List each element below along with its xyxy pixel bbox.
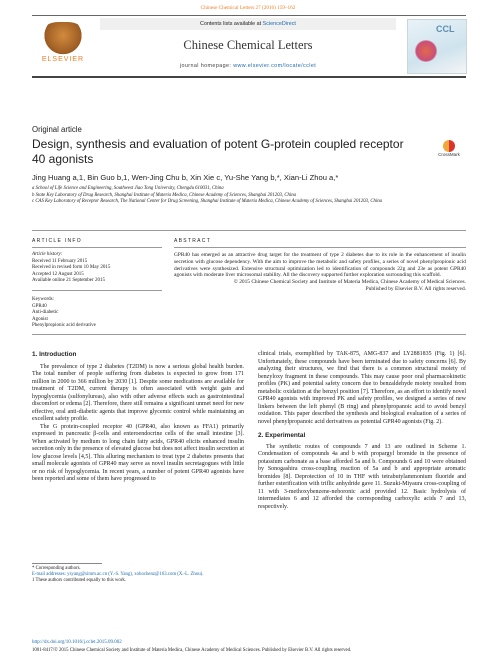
contents-prefix: Contents lists available at [200, 21, 263, 27]
author-list: Jing Huang a,1, Bin Guo b,1, Wen-Jing Chu b, Xin Xie c, Yu-She Yang b,*, Xian-Li Zhou a,* [32, 173, 339, 182]
homepage-prefix: journal homepage: [179, 63, 234, 69]
journal-citation[interactable]: Chinese Chemical Letters 27 (2016) 159–162 [200, 5, 296, 11]
history-received: Received 11 February 2015 [32, 258, 88, 264]
abstract-rule [174, 247, 466, 248]
cover-graphic [414, 40, 438, 62]
section-heading-experimental: 2. Experimental [258, 432, 306, 439]
affiliation-a: a School of Life Science and Engineering, Southwest Jiao Tong University, Chengdu 610031, China [32, 186, 224, 191]
keywords-rule [32, 290, 162, 291]
affiliations [32, 186, 472, 206]
info-rule [32, 247, 162, 248]
journal-cover-thumbnail[interactable] [407, 19, 467, 74]
section-rule [32, 334, 466, 335]
header-rule-top [32, 15, 466, 16]
article-title: Design, synthesis and evaluation of potent G-protein coupled receptor 40 agonists [32, 137, 404, 166]
history-revised: Received in revised form 10 May 2015 [32, 265, 111, 270]
body-column-left [32, 351, 244, 484]
affiliation-c: c CAS Key Laboratory of Receptor Research, The National Center for Drug Screening, Shanghai Institute of Materia Medica, Chinese Academy of Sciences, Shanghai 201203, China [32, 199, 383, 204]
footnote-rule [32, 563, 102, 564]
keyword: Agonist [32, 316, 48, 322]
elsevier-logo[interactable] [34, 22, 92, 68]
keyword: GPR40 [32, 303, 47, 309]
paragraph: The prevalence of type 2 diabetes (T2DM) is now a serious global health burden. The total number of people suffering from diabetes is expected to grow from 171 million in 2000 to 366 million by 2030 [1]. Despite some medications are available for treatment of T2DM, current therapy is often associated with weight gain and hypoglycemia (sulfonylureas), also with other adverse effects such as gastrointestinal discomfort or edema [2]. Therefore, there still remains a significant unmet need for new effective, oral anti-diabetic agents that improve glycemic control while maintaining an excellent safety profile. [32, 363, 244, 422]
crossmark-label: CrossMark [438, 152, 460, 157]
history-label: Article history: [32, 252, 63, 257]
footnote-corresponding: * Corresponding authors. [32, 566, 81, 571]
header-rule-bottom [32, 76, 466, 78]
section-rule [32, 230, 466, 231]
body-column-right [258, 351, 466, 511]
elsevier-tree-icon [40, 22, 86, 56]
abstract-text: GPR40 has emerged as an attractive drug target for the treatment of type 2 diabetes due to its role in the enhancement of insulin secretion with glucose dependency. With the aim to improve the metabolic and safety profiles, a series of novel phenylpropionic acid derivatives were synthesized. Extensive structural optimization led to identification of compounds 22g and 23e as potent GPR40 agonists with moderate liver microsomal stability. All the discovery supported further exploration surrounding this scaffold. [174, 252, 466, 279]
keywords [32, 297, 162, 330]
contents-banner [100, 18, 396, 30]
abstract-copyright: © 2015 Chinese Chemical Society and Institute of Materia Medica, Chinese Academy of Medical Sciences. [233, 279, 466, 286]
history-online: Available online 21 September 2015 [32, 278, 105, 283]
paragraph: The G protein-coupled receptor 40 (GPR40, also known as FFA1) primarily expressed in pancreatic β-cells and enteroendocrine cells of the small intestine [3]. When activated by medium to long chain fatty acids, GPR40 elicits enhanced insulin secretion only in the presence of elevated glucose but does not affect insulin secretion at low glucose levels [4,5]. This alluring mechanism to treat type 2 diabetes presents that small molecule agonists of GPR40 may serve as novel insulin secretagogues with little or no risk of hypoglycemia. In recent years, a number of potent GPR40 agonists have been reported and some of them have progressed to [32, 423, 244, 482]
bottom-copyright: 1001-8417/© 2015 Chinese Chemical Society and Institute of Materia Medica, Chinese Academy of Medical Sciences. Published by Elsevier B.V. All rights reserved. [32, 648, 352, 653]
homepage-link[interactable]: www.elsevier.com/locate/cclet [233, 63, 317, 69]
paragraph: The synthetic routes of compounds 7 and 13 are outlined in Scheme 1. Condensation of compounds 4a and b with propargyl bromide in the presence of potassium carbonate as a base afforded 5a and b. Compounds 6 and 10 were obtained by Sonogashira cross-coupling reaction of 5a and b and appropriate aromatic bromides [8]. Deprotection of 10 in THF with tetrabutylammonium fluoride and further esterification with triflic anhydride gave 11. Suzuki-Miyaura cross-coupling of 11 with 3-methoxybenzene-neboronic acid provided 12. Basic hydrolysis of intermediates 6 and 12 afforded the corresponding carboxylic acids 7 and 13, respectively. [258, 443, 466, 510]
footnotes [32, 566, 244, 584]
keyword: Phenylpropionic acid derivative [32, 323, 96, 328]
doi-link[interactable]: http://dx.doi.org/10.1016/j.cclet.2015.09.002 [32, 640, 122, 645]
sciencedirect-link[interactable]: ScienceDirect [262, 21, 296, 27]
journal-title: Chinese Chemical Letters [183, 38, 313, 52]
footnote-email[interactable]: E-mail addresses: ysyang@simm.ac.cn (Y.-S. Yang), xohochenz@163.com (X.-L. Zhou). [32, 572, 204, 577]
article-info-heading: ARTICLE INFO [32, 238, 82, 244]
history-accepted: Accepted 12 August 2015 [32, 271, 84, 277]
article-type: Original article [32, 125, 82, 134]
abstract-heading: ABSTRACT [174, 238, 212, 244]
cover-title: CCL [436, 24, 455, 34]
crossmark-icon [443, 140, 455, 152]
journal-homepage [100, 63, 396, 69]
paragraph: clinical trials, exemplified by TAK-875, AMG-837 and LY2881835 (Fig. 1) [6]. Unfortunately, these compounds have been terminated due to safety concerns [6]. By analyzing their structures, we find that there is a common structural moiety of benzyloxy fragment in these compounds. This may cause poor oral pharmacokinetic profiles (PK) and potential safety concern due to benzaldehyde moiety resulted from metabolic oxidation at the benzyl position [7]. Therefore, as an effort to identify novel GPR40 agonists with improved PK and safety profiles, we designed a series of new linkers between the left phenyl (B ring) and phenylpropanoic acid to avoid benzyl oxidation. This paper described the synthesis and biological evaluation of a series of novel phenylpropanoic acid derivatives as potential GPR40 agonists (Fig. 2). [258, 351, 466, 425]
article-history [32, 252, 162, 285]
elsevier-wordmark: ELSEVIER [41, 56, 85, 63]
abstract-body [174, 252, 466, 293]
abstract-published: Published by Elsevier B.V. All rights reserved. [365, 285, 466, 292]
keyword: Anti-diabetic [32, 310, 59, 315]
section-heading-introduction: 1. Introduction [32, 351, 77, 358]
crossmark-badge[interactable] [432, 140, 466, 162]
keywords-label: Keywords: [32, 297, 54, 302]
footnote-equal-contribution: 1 These authors contributed equally to this work. [32, 578, 126, 583]
affiliation-b: b State Key Laboratory of Drug Research, Shanghai Institute of Materia Medica, Chinese Academy of Sciences, Shanghai 201203, China [32, 192, 297, 198]
